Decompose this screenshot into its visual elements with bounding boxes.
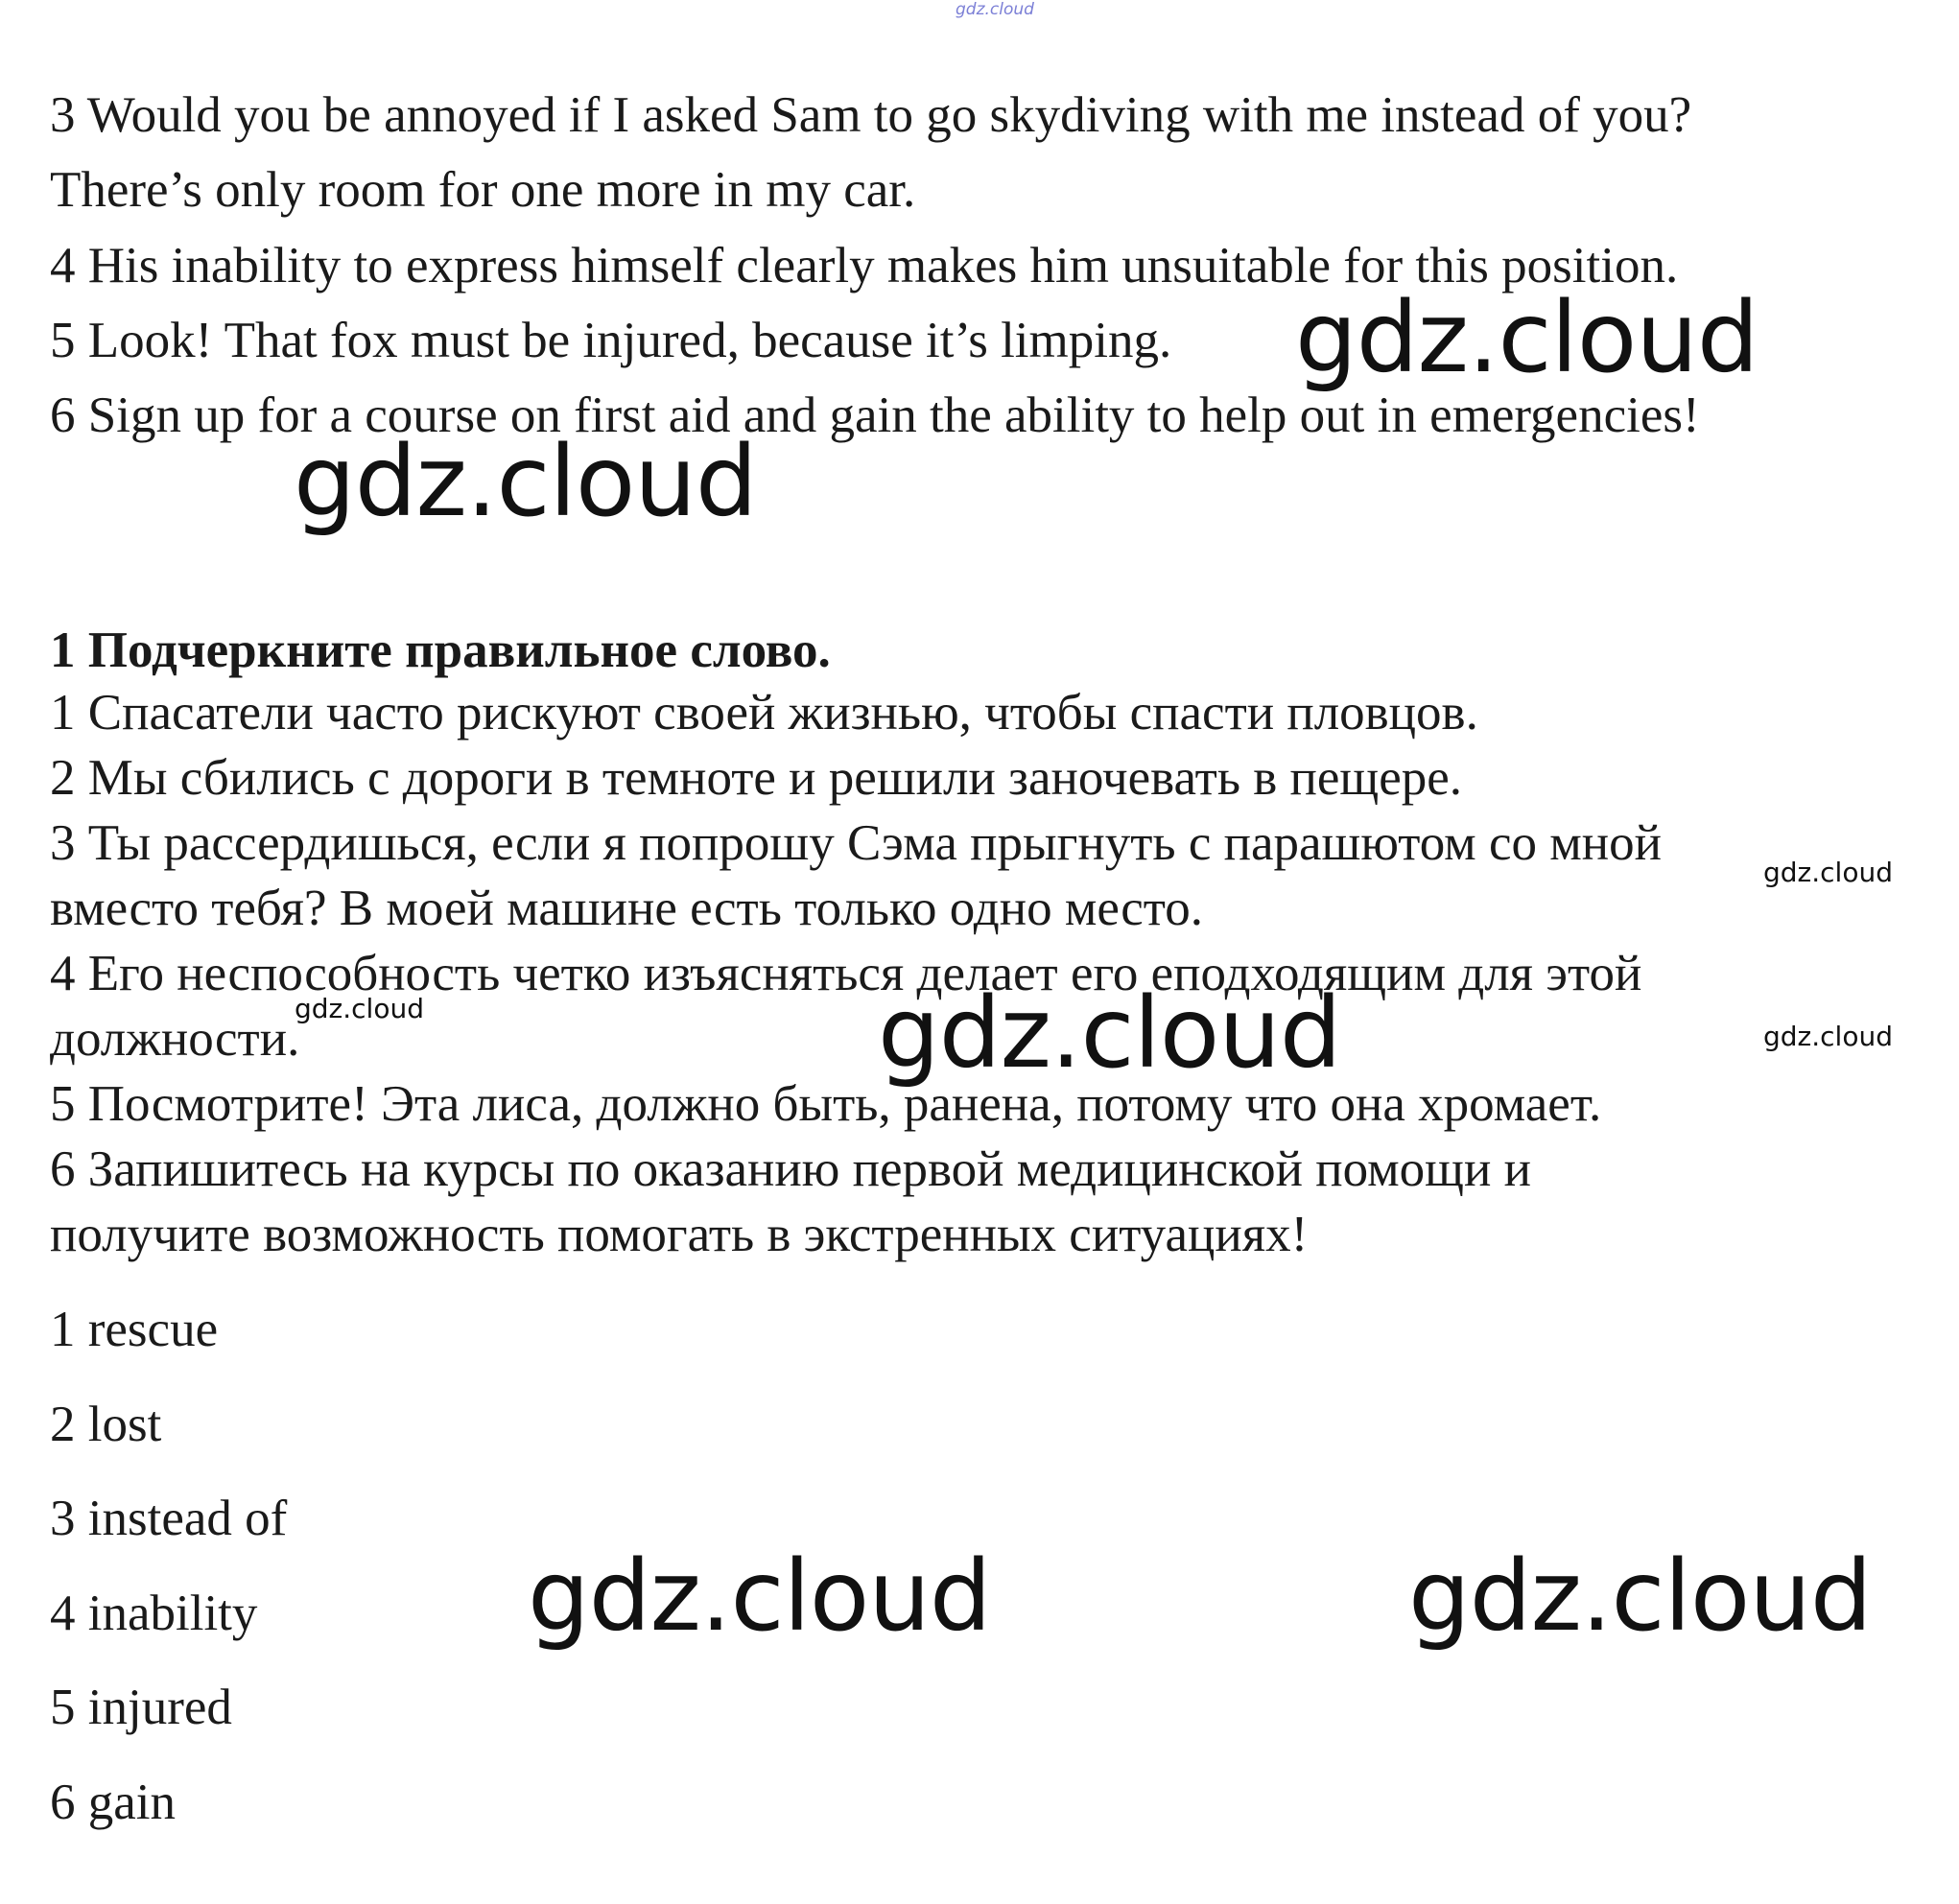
english-sentence-3-continued: There’s only room for one more in my car. [50, 162, 916, 218]
answer-5: 5 injured [50, 1680, 232, 1735]
answer-6: 6 gain [50, 1775, 176, 1830]
russian-line-2: 2 Мы сбились с дороги в темноте и решили заночевать в пещере. [50, 750, 1463, 806]
task-heading: 1 Подчеркните правильное слово. [50, 623, 831, 678]
watermark-small-1: gdz.cloud [1763, 857, 1893, 888]
russian-line-4-continued: должности. [50, 1011, 300, 1067]
watermark-small-2: gdz.cloud [295, 993, 424, 1024]
english-sentence-5: 5 Look! That fox must be injured, because it’s limping. [50, 313, 1172, 368]
english-sentence-4: 4 His inability to express himself clearly makes him unsuitable for this position. [50, 238, 1679, 294]
russian-line-6-continued: получите возможность помогать в экстренных ситуациях! [50, 1207, 1309, 1262]
russian-line-5: 5 Посмотрите! Эта лиса, должно быть, ранена, потому что она хромает. [50, 1076, 1602, 1132]
watermark-small-3: gdz.cloud [1763, 1021, 1893, 1052]
english-sentence-6: 6 Sign up for a course on first aid and gain the ability to help out in emergencies! [50, 388, 1700, 443]
russian-line-1: 1 Спасатели часто рискуют своей жизнью, чтобы спасти пловцов. [50, 685, 1478, 740]
answer-2: 2 lost [50, 1397, 162, 1452]
watermark-large-2: gdz.cloud [294, 425, 757, 539]
russian-line-3: 3 Ты рассердишься, если я попрошу Сэма прыгнуть с парашютом со мной [50, 815, 1663, 871]
english-sentence-3: 3 Would you be annoyed if I asked Sam to go skydiving with me instead of you? [50, 87, 1692, 143]
watermark-large-4: gdz.cloud [528, 1540, 991, 1654]
answer-1: 1 rescue [50, 1302, 219, 1357]
russian-line-3-continued: вместо тебя? В моей машине есть только одно место. [50, 881, 1203, 936]
answer-4: 4 inability [50, 1586, 258, 1641]
answer-3: 3 instead of [50, 1491, 288, 1546]
russian-line-6: 6 Запишитесь на курсы по оказанию первой медицинской помощи и [50, 1141, 1531, 1197]
russian-line-4: 4 Его неспособность четко изъясняться делает его еподходящим для этой [50, 946, 1642, 1001]
watermark-large-1: gdz.cloud [1295, 281, 1758, 395]
watermark-large-5: gdz.cloud [1408, 1540, 1872, 1654]
watermark-top: gdz.cloud [956, 0, 1034, 19]
watermark-large-3: gdz.cloud [878, 976, 1341, 1091]
